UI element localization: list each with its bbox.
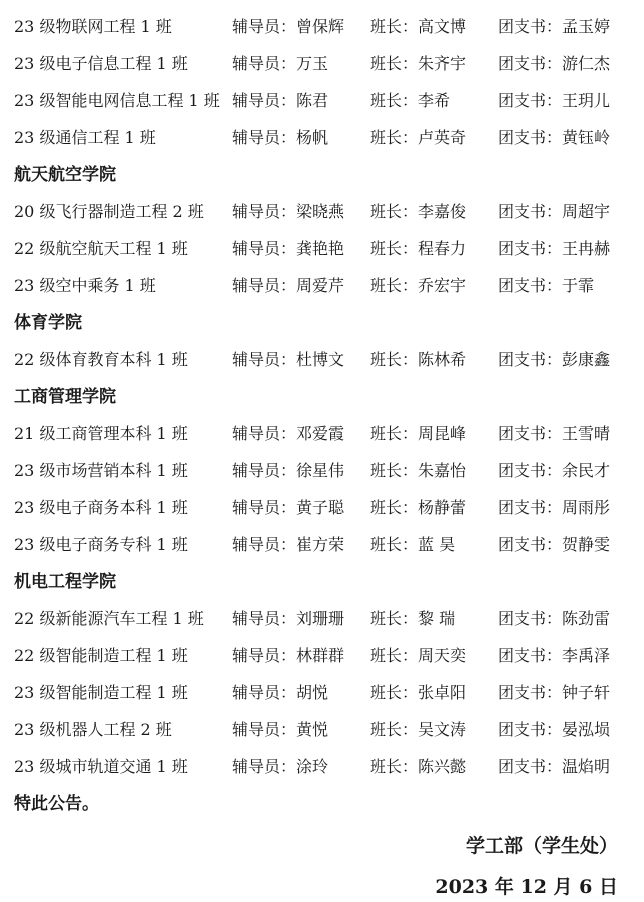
class-name: 22 级新能源汽车工程 1 班	[14, 609, 204, 628]
counselor-entry: 辅导员：陈君	[232, 91, 329, 110]
counselor-entry: 辅导员：黄子聪	[232, 498, 345, 517]
monitor-entry: 班长：周昆峰	[370, 424, 467, 443]
class-name: 22 级航空航天工程 1 班	[14, 239, 188, 258]
class-name: 22 级智能制造工程 1 班	[14, 646, 188, 665]
league-secretary-entry: 团支书：贺静雯	[498, 535, 611, 554]
college-heading: 航天航空学院	[14, 165, 116, 185]
counselor-entry: 辅导员：万玉	[232, 54, 329, 73]
counselor-entry: 辅导员：杨帆	[232, 128, 329, 147]
league-secretary-entry: 团支书：黄钰岭	[498, 128, 611, 147]
counselor-entry: 辅导员：杜博文	[232, 350, 345, 369]
college-heading: 体育学院	[14, 313, 82, 333]
monitor-entry: 班长：周天奕	[370, 646, 467, 665]
league-secretary-entry: 团支书：晏泓埙	[498, 720, 611, 739]
league-secretary-entry: 团支书：钟子轩	[498, 683, 611, 702]
class-name: 20 级飞行器制造工程 2 班	[14, 202, 204, 221]
class-name: 21 级工商管理本科 1 班	[14, 424, 188, 443]
league-secretary-entry: 团支书：李禹泽	[498, 646, 611, 665]
class-row	[0, 197, 644, 227]
class-name: 23 级电子商务本科 1 班	[14, 498, 188, 517]
class-name: 23 级市场营销本科 1 班	[14, 461, 188, 480]
league-secretary-entry: 团支书：周超宇	[498, 202, 611, 221]
monitor-entry: 班长：李希	[370, 91, 451, 110]
class-row	[0, 678, 644, 708]
class-row	[0, 49, 644, 79]
counselor-entry: 辅导员：曾保辉	[232, 17, 345, 36]
issue-date: 2023 年 12 月 6 日	[435, 876, 618, 898]
class-row	[0, 419, 644, 449]
class-name: 23 级空中乘务 1 班	[14, 276, 156, 295]
class-name: 23 级城市轨道交通 1 班	[14, 757, 188, 776]
class-row	[0, 715, 644, 745]
league-secretary-entry: 团支书：王雪晴	[498, 424, 611, 443]
league-secretary-entry: 团支书：于霏	[498, 276, 595, 295]
monitor-entry: 班长：朱嘉怡	[370, 461, 467, 480]
notice-text: 特此公告。	[14, 794, 99, 814]
league-secretary-entry: 团支书：陈劲雷	[498, 609, 611, 628]
counselor-entry: 辅导员：涂玲	[232, 757, 329, 776]
class-row	[0, 12, 644, 42]
monitor-entry: 班长：杨静蕾	[370, 498, 467, 517]
class-name: 23 级智能电网信息工程 1 班	[14, 91, 220, 110]
class-row	[0, 345, 644, 375]
monitor-entry: 班长：陈林希	[370, 350, 467, 369]
league-secretary-entry: 团支书：周雨彤	[498, 498, 611, 517]
league-secretary-entry: 团支书：游仁杰	[498, 54, 611, 73]
monitor-entry: 班长：程春力	[370, 239, 467, 258]
monitor-entry: 班长：蓝 昊	[370, 535, 456, 554]
counselor-entry: 辅导员：刘珊珊	[232, 609, 345, 628]
monitor-entry: 班长：乔宏宇	[370, 276, 467, 295]
class-row	[0, 123, 644, 153]
class-name: 22 级体育教育本科 1 班	[14, 350, 188, 369]
monitor-entry: 班长：张卓阳	[370, 683, 467, 702]
monitor-entry: 班长：朱齐宇	[370, 54, 467, 73]
counselor-entry: 辅导员：黄悦	[232, 720, 329, 739]
counselor-entry: 辅导员：林群群	[232, 646, 345, 665]
league-secretary-entry: 团支书：余民才	[498, 461, 611, 480]
class-name: 23 级电子信息工程 1 班	[14, 54, 188, 73]
class-row	[0, 86, 644, 116]
class-row	[0, 530, 644, 560]
class-row	[0, 271, 644, 301]
counselor-entry: 辅导员：崔方荣	[232, 535, 345, 554]
monitor-entry: 班长：高文博	[370, 17, 467, 36]
monitor-entry: 班长：陈兴懿	[370, 757, 467, 776]
monitor-entry: 班长：吴文涛	[370, 720, 467, 739]
monitor-entry: 班长：李嘉俊	[370, 202, 467, 221]
league-secretary-entry: 团支书：王冉赫	[498, 239, 611, 258]
counselor-entry: 辅导员：徐星伟	[232, 461, 345, 480]
counselor-entry: 辅导员：胡悦	[232, 683, 329, 702]
counselor-entry: 辅导员：梁晓燕	[232, 202, 345, 221]
counselor-entry: 辅导员：龚艳艳	[232, 239, 345, 258]
class-name: 23 级通信工程 1 班	[14, 128, 156, 147]
class-row	[0, 234, 644, 264]
class-row	[0, 604, 644, 634]
issuing-department: 学工部（学生处）	[465, 835, 618, 857]
class-row	[0, 456, 644, 486]
class-name: 23 级机器人工程 2 班	[14, 720, 172, 739]
class-name: 23 级电子商务专科 1 班	[14, 535, 188, 554]
class-row	[0, 493, 644, 523]
college-heading: 工商管理学院	[14, 387, 116, 407]
college-heading: 机电工程学院	[14, 572, 116, 592]
league-secretary-entry: 团支书：彭康鑫	[498, 350, 611, 369]
counselor-entry: 辅导员：邓爱霞	[232, 424, 345, 443]
class-row	[0, 641, 644, 671]
class-name: 23 级智能制造工程 1 班	[14, 683, 188, 702]
class-name: 23 级物联网工程 1 班	[14, 17, 172, 36]
league-secretary-entry: 团支书：王玥儿	[498, 91, 611, 110]
league-secretary-entry: 团支书：孟玉婷	[498, 17, 611, 36]
monitor-entry: 班长：黎 瑞	[370, 609, 456, 628]
league-secretary-entry: 团支书：温焰明	[498, 757, 611, 776]
monitor-entry: 班长：卢英奇	[370, 128, 467, 147]
counselor-entry: 辅导员：周爱芹	[232, 276, 345, 295]
class-row	[0, 752, 644, 782]
